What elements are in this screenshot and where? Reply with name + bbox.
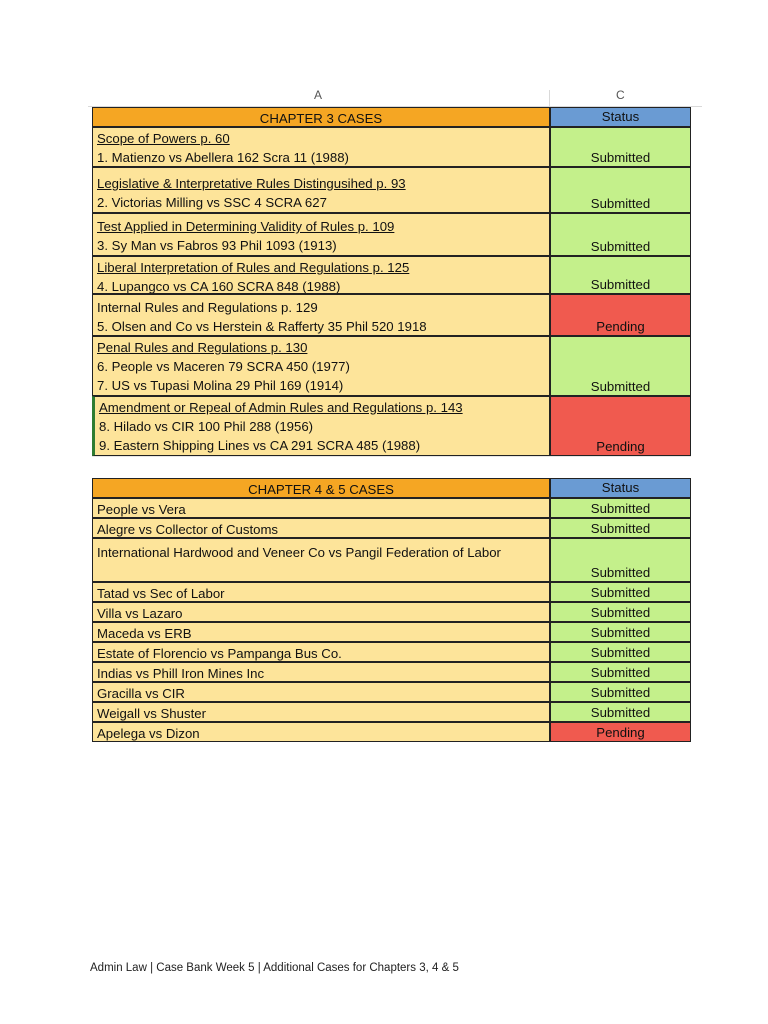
- case-line: 1. Matienzo vs Abellera 162 Scra 11 (1988): [97, 150, 349, 165]
- case-group-cell: [92, 396, 550, 456]
- spreadsheet-table: [88, 90, 702, 742]
- status-cell: Submitted: [550, 642, 691, 662]
- case-row: [88, 722, 702, 742]
- group-heading: Legislative & Interpretative Rules Distingusihed p. 93: [97, 176, 406, 191]
- case-group-cell: [92, 167, 550, 213]
- status-cell: Pending: [550, 722, 691, 742]
- column-a-header: A: [314, 90, 323, 102]
- case-group-cell: [92, 127, 550, 167]
- case-line: 7. US vs Tupasi Molina 29 Phil 169 (1914): [97, 378, 344, 393]
- case-cell: Indias vs Phill Iron Mines Inc: [92, 662, 550, 682]
- status-cell: Submitted: [550, 213, 691, 256]
- case-row: [88, 622, 702, 642]
- case-cell: International Hardwood and Veneer Co vs Pangil Federation of Labor: [92, 538, 550, 582]
- status-cell: Submitted: [550, 498, 691, 518]
- chapter45-title: CHAPTER 4 & 5 CASES: [92, 478, 550, 498]
- case-row: [88, 582, 702, 602]
- case-line: 9. Eastern Shipping Lines vs CA 291 SCRA 485 (1988): [99, 438, 421, 453]
- case-cell: Alegre vs Collector of Customs: [92, 518, 550, 538]
- case-row: [88, 498, 702, 518]
- case-line: 8. Hilado vs CIR 100 Phil 288 (1956): [99, 419, 314, 434]
- column-header-row: [88, 90, 702, 107]
- case-line: 5. Olsen and Co vs Herstein & Rafferty 35 Phil 520 1918: [97, 319, 427, 334]
- case-row: [88, 602, 702, 622]
- status-cell: Pending: [550, 294, 691, 336]
- status-cell: Submitted: [550, 518, 691, 538]
- case-line: 6. People vs Maceren 79 SCRA 450 (1977): [97, 359, 350, 374]
- case-group-row: [88, 127, 702, 167]
- case-cell: Gracilla vs CIR: [92, 682, 550, 702]
- status-cell: Submitted: [550, 622, 691, 642]
- case-cell: Weigall vs Shuster: [92, 702, 550, 722]
- case-group-row: [88, 256, 702, 294]
- case-cell: Villa vs Lazaro: [92, 602, 550, 622]
- case-group-row: [88, 167, 702, 213]
- case-cell: People vs Vera: [92, 498, 550, 518]
- case-line: 3. Sy Man vs Fabros 93 Phil 1093 (1913): [97, 238, 337, 253]
- chapter45-status-header: Status: [550, 478, 691, 498]
- status-cell: Submitted: [550, 582, 691, 602]
- column-c-header: C: [616, 90, 625, 102]
- case-row: [88, 642, 702, 662]
- group-heading: Internal Rules and Regulations p. 129: [97, 300, 318, 315]
- chapter3-status-header: Status: [550, 107, 691, 127]
- case-group-row: [88, 396, 702, 456]
- case-cell: Apelega vs Dizon: [92, 722, 550, 742]
- group-heading: Liberal Interpretation of Rules and Regulations p. 125: [97, 260, 410, 275]
- status-cell: Pending: [550, 396, 691, 456]
- chapter3-title: CHAPTER 3 CASES: [92, 107, 550, 127]
- case-line: 2. Victorias Milling vs SSC 4 SCRA 627: [97, 195, 327, 210]
- status-cell: Submitted: [550, 256, 691, 294]
- case-group-cell: [92, 294, 550, 336]
- chapter45-header-row: [88, 478, 702, 498]
- case-group-row: [88, 294, 702, 336]
- blank-row: [88, 456, 702, 478]
- case-cell: Estate of Florencio vs Pampanga Bus Co.: [92, 642, 550, 662]
- status-cell: Submitted: [550, 602, 691, 622]
- case-group-cell: [92, 336, 550, 396]
- case-row: [88, 518, 702, 538]
- status-cell: Submitted: [550, 662, 691, 682]
- case-row: [88, 682, 702, 702]
- case-row: [88, 662, 702, 682]
- case-group-cell: [92, 256, 550, 294]
- case-line: 4. Lupangco vs CA 160 SCRA 848 (1988): [97, 279, 341, 294]
- page-footer: Admin Law | Case Bank Week 5 | Additional Cases for Chapters 3, 4 & 5: [90, 962, 459, 974]
- case-cell: Tatad vs Sec of Labor: [92, 582, 550, 602]
- case-group-row: [88, 213, 702, 256]
- status-cell: Submitted: [550, 702, 691, 722]
- status-cell: Submitted: [550, 682, 691, 702]
- column-separator: [549, 90, 550, 106]
- group-heading: Test Applied in Determining Validity of Rules p. 109: [97, 219, 395, 234]
- status-cell: Submitted: [550, 538, 691, 582]
- status-cell: Submitted: [550, 167, 691, 213]
- case-cell: Maceda vs ERB: [92, 622, 550, 642]
- status-cell: Submitted: [550, 336, 691, 396]
- group-heading: Amendment or Repeal of Admin Rules and Regulations p. 143: [99, 400, 463, 415]
- group-heading: Scope of Powers p. 60: [97, 131, 230, 146]
- chapter3-header-row: [88, 107, 702, 127]
- case-row: [88, 538, 702, 582]
- group-heading: Penal Rules and Regulations p. 130: [97, 340, 308, 355]
- status-cell: Submitted: [550, 127, 691, 167]
- case-group-row: [88, 336, 702, 396]
- case-row: [88, 702, 702, 722]
- case-group-cell: [92, 213, 550, 256]
